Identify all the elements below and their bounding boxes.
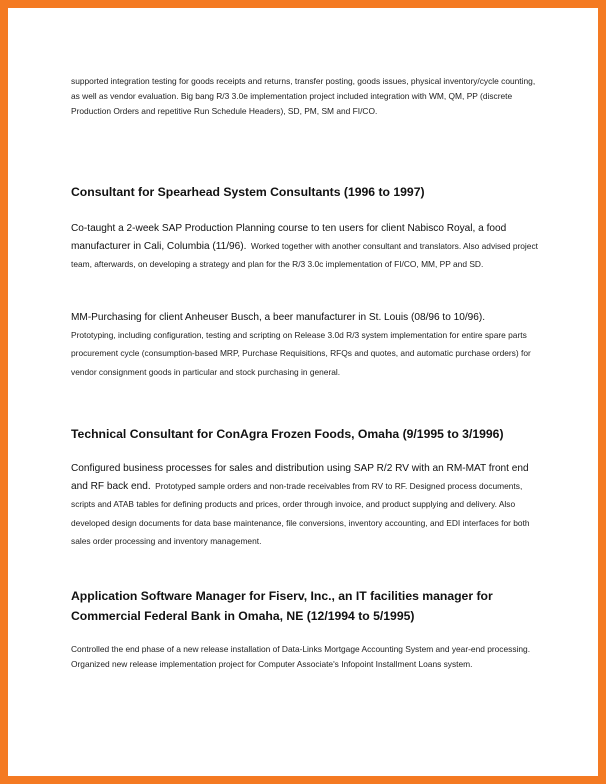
intro-paragraph: supported integration testing for goods receipts and returns, transfer posting, goods issues, physical inventory/cycle counting, as well as vendor evaluation. Big bang R/3 3.0e implementation project included integration with WM, QM, PP (discrete Production Orders and repetitive Run Schedule Headers), SD, PM, SM and FI/CO.: [71, 76, 536, 117]
resume-page: [8, 8, 598, 776]
entry-body: Prototyped sample orders and non-trade receivables from RV to RF. Designed process documents, scripts and ATAB tables for defining products and prices, order through invoice, and product supplying and delivery. Also developed design documents for data base maintenance, file conversions, inventory accounting, and EDI interfaces for both sales order processing and inventory management.: [71, 481, 530, 546]
entry-body: Worked together with another consultant and translators. Also advised project team, afterwards, on developing a strategy and plan for the R/3 3.0c implementation of FI/CO, MM, PP and SD.: [71, 241, 538, 270]
entry-lead: Configured business processes for sales and distribution using SAP R/2 RV with an RM-MAT front end and RF back end.: [71, 463, 529, 493]
entry-conagra: [71, 458, 541, 549]
entry-lead: Co-taught a 2-week SAP Production Planning course to ten users for client Nabisco Royal, a food manufacturer in Cali, Columbia (11/96).: [71, 223, 507, 253]
entry-nabisco: [71, 218, 541, 273]
section-heading-conagra: Technical Consultant for ConAgra Frozen Foods, Omaha (9/1995 to 3/1996): [71, 427, 504, 441]
entry-body: Prototyping, including configuration, testing and scripting on Release 3.0d R/3 system implementation for entire spare parts procurement cycle (consumption-based MRP, Purchase Requisitions, RFQs and quotes, and automatic purchase orders) for vendor consignment goods in particular and stock purchasing in general.: [71, 330, 531, 377]
fiserv-paragraph: Controlled the end phase of a new release installation of Data-Links Mortgage Accounting System and year-end processing. Organized new release implementation project for Computer Associate's Infopoint Installment Loans system.: [71, 644, 531, 670]
section-heading-spearhead: Consultant for Spearhead System Consultants (1996 to 1997): [71, 185, 425, 199]
section-heading-fiserv: Application Software Manager for Fiserv, Inc., an IT facilities manager for Commercial Federal Bank in Omaha, NE (12/1994 to 5/1995): [71, 589, 493, 623]
entry-anheuser-busch: [71, 307, 541, 380]
entry-lead: MM-Purchasing for client Anheuser Busch, a beer manufacturer in St. Louis (08/96 to 10/96).: [71, 312, 486, 323]
